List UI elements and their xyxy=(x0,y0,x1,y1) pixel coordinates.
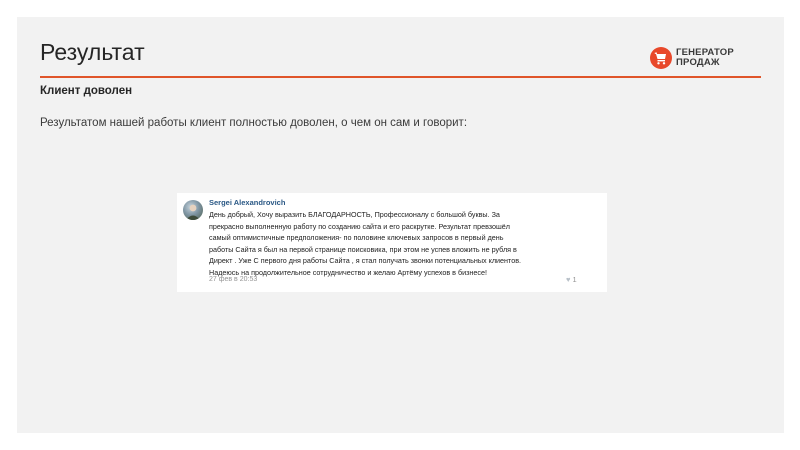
review-line: работы Сайта я был на первой странице поисковика, при этом не успев вложить не рубля в xyxy=(209,244,517,254)
avatar[interactable] xyxy=(183,200,203,220)
slide xyxy=(17,17,784,433)
page-title: Результат xyxy=(40,39,145,65)
heart-icon: ♥ xyxy=(566,275,571,284)
logo-line-2: ПРОДАЖ xyxy=(676,57,720,68)
review-line: самый оптимистичные предположения- по половине ключевых запросов в первый день xyxy=(209,233,504,242)
review-card xyxy=(177,193,607,292)
section-subtitle: Клиент доволен xyxy=(40,85,133,97)
shopping-cart-icon xyxy=(650,47,672,69)
title-divider xyxy=(40,76,761,78)
review-line: прекрасно выполненную работу по созданию сайта и его раскрутке. Результат превзошёл xyxy=(209,221,510,231)
review-line: День добрый, Хочу выразить БЛАГОДАРНОСТЬ, Профессионалу с большой буквы. За xyxy=(209,210,500,219)
brand-logo xyxy=(650,47,750,73)
body-text: Результатом нашей работы клиент полностью доволен, о чем он сам и говорит: xyxy=(40,117,468,129)
review-line: Директ . Уже С первого дня работы Сайта , я стал получать звонки потенциальных клиентов. xyxy=(209,256,522,265)
review-timestamp-link[interactable]: 27 фев в 20:53 xyxy=(209,276,258,283)
logo-text xyxy=(676,48,734,68)
like-button[interactable] xyxy=(566,275,577,284)
review-text xyxy=(209,209,554,278)
like-count: 1 xyxy=(572,275,577,284)
review-author-link[interactable]: Sergei Alexandrovich xyxy=(209,198,286,207)
logo-line-1: ГЕНЕРАТОР xyxy=(676,47,734,58)
review-line: Надеюсь на продолжительное сотрудничество и желаю Артёму успехов в бизнесе! xyxy=(209,267,487,277)
